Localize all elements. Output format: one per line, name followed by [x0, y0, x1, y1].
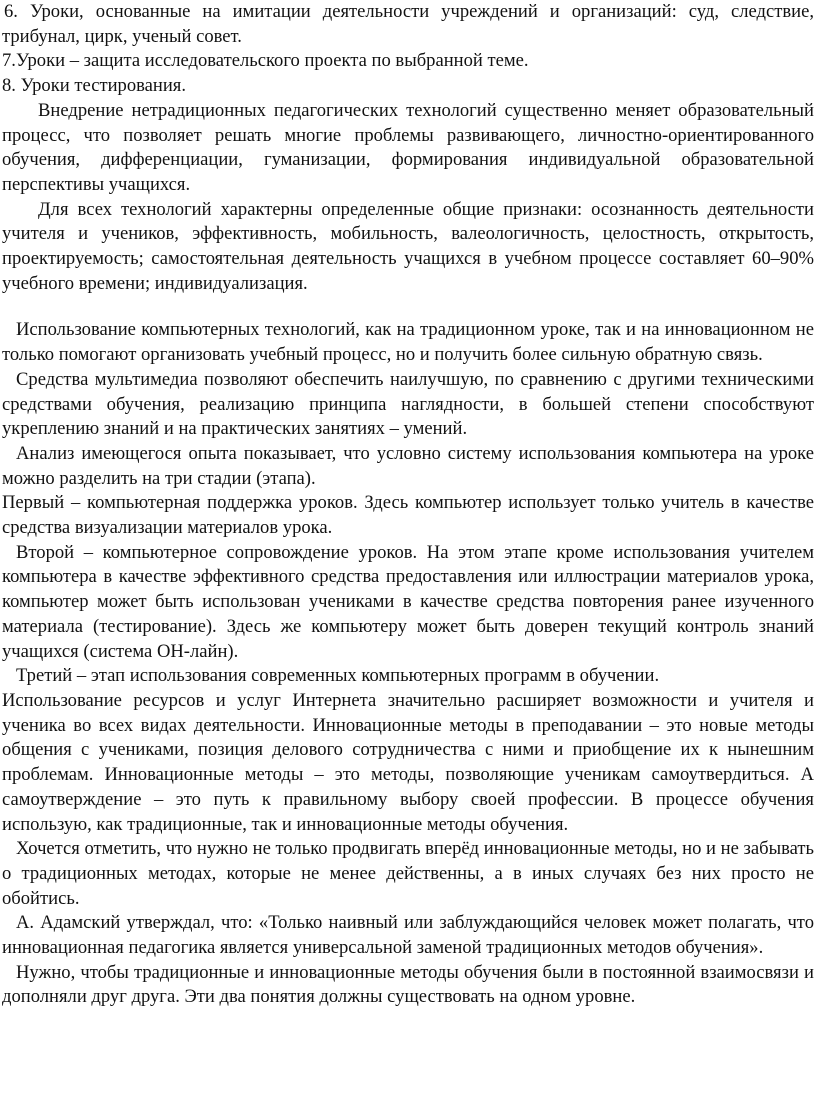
paragraph-stage-second: Второй – компьютерное сопровождение уроков. На этом этапе кроме использования учителем компьютера в качестве эффективного средства предоставления или иллюстрации материалов урока, компьютер может быть использован учениками в качестве средства повторения ранее изученного материала (тестирование). Здесь же компьютеру может быть доверен текущий контроль знаний учащихся (система ОН-лайн).: [2, 541, 814, 662]
paragraph-experience-analysis: Анализ имеющегося опыта показывает, что условно систему использования компьютера на уроке можно разделить на три стадии (этапа).: [2, 442, 814, 489]
paragraph-stage-first: Первый – компьютерная поддержка уроков. Здесь компьютер использует только учитель в качестве средства визуализации материалов урока.: [2, 492, 814, 539]
list-item-7: 7.Уроки – защита исследовательского проекта по выбранной теме.: [2, 50, 529, 72]
paragraph-conclusion: Нужно, чтобы традиционные и инновационные методы обучения были в постоянной взаимосвязи и дополняли друг друга. Эти два понятия должны существовать на одном уровне.: [2, 961, 814, 1008]
paragraph-multimedia: Средства мультимедиа позволяют обеспечить наилучшую, по сравнению с другими техническими средствами обучения, реализацию принципа наглядности, в большей степени способствуют укреплению знаний и на практических занятиях – умений.: [2, 368, 814, 440]
paragraph-spacer: [2, 296, 814, 318]
paragraph-adamsky-quote: А. Адамский утверждал, что: «Только наивный или заблуждающийся человек может полагать, что инновационная педагогика является универсальной заменой традиционных методов обучения».: [2, 912, 814, 959]
paragraph-computer-technologies: Использование компьютерных технологий, как на традиционном уроке, так и на инновационном не только помогают организовать учебный процесс, но и получить более сильную обратную связь.: [2, 319, 814, 366]
paragraph-internet-resources: Использование ресурсов и услуг Интернета значительно расширяет возможности и учителя и ученика во всех видах деятельности. Инновационные методы в преподавании – это новые методы общения с учениками, позиция делового сотрудничества с ними и приобщение их к нынешним проблемам. Инновационные методы – это методы, позволяющие ученикам самоутвердиться. А самоутверждение – это путь к правильному выбору своей профессии. В процессе обучения использую, как традиционные, так и инновационные методы обучения.: [2, 689, 814, 835]
list-item-6: 6. Уроки, основанные на имитации деятельности учреждений и организаций: суд, следствие, трибунал, цирк, ученый совет.: [2, 1, 814, 47]
paragraph-traditional-methods: Хочется отметить, что нужно не только продвигать вперёд инновационные методы, но и не забывать о традиционных методах, которые не менее действенны, а в иных случаях без них просто не обойтись.: [2, 838, 814, 909]
paragraph-technology-features: Для всех технологий характерны определенные общие признаки: осознанность деятельности учителя и учеников, эффективность, мобильность, валеологичность, целостность, открытость, проектируемость; самостоятельная деятельность учащихся в учебном процессе составляет 60–90% учебного времени; индивидуализация.: [2, 198, 814, 294]
paragraph-innovation-intro: Внедрение нетрадиционных педагогических технологий существенно меняет образовательный процесс, что позволяет решать многие проблемы развивающего, личностно-ориентированного обучения, дифференциации, гуманизации, формирования индивидуальной образовательной перспективы учащихся.: [2, 99, 814, 195]
paragraph-stage-third: Третий – этап использования современных компьютерных программ в обучении.: [16, 665, 660, 687]
list-item-8: 8. Уроки тестирования.: [2, 75, 187, 97]
